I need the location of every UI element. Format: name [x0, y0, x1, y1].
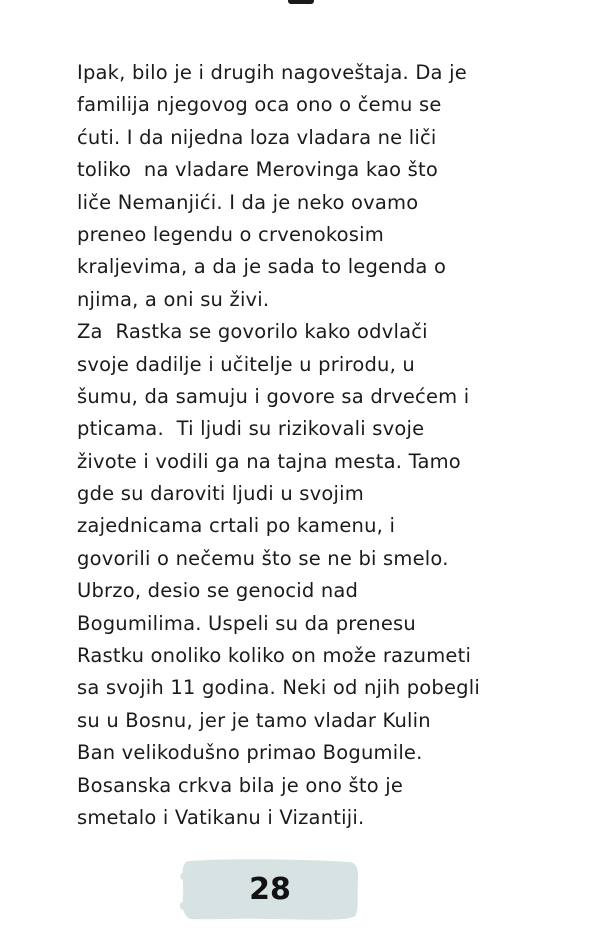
- text-line: smetalo i Vatikanu i Vizantiji.: [77, 805, 365, 829]
- page-number-badge: [180, 857, 360, 923]
- text-line: kraljevima, a da je sada to legenda o: [77, 255, 447, 279]
- text-line: pticama. Ti ljudi su rizikovali svoje: [77, 417, 425, 441]
- text-line: preneo legendu o crvenokosim: [77, 222, 384, 246]
- body-text: [77, 57, 517, 834]
- text-line: ćuti. I da nijedna loza vladara ne liči: [77, 125, 437, 149]
- text-line: liče Nemanjići. I da je neko ovamo: [77, 190, 419, 214]
- text-line: Ipak, bilo je i drugih nagoveštaja. Da je: [77, 61, 467, 84]
- text-line: svoje dadilje i učitelje u prirodu, u: [77, 352, 415, 376]
- text-line: Ban velikodušno primao Bogumile.: [77, 741, 423, 765]
- text-line: zajednicama crtali po kamenu, i: [77, 514, 396, 538]
- previous-page-number-fragment: [288, 0, 314, 4]
- text-line: govorili o nečemu što se ne bi smelo.: [77, 546, 449, 570]
- text-line: šumu, da samuju i govore sa drvećem i: [77, 384, 470, 408]
- text-line: Bogumilima. Uspeli su da prenesu: [77, 611, 416, 635]
- text-line: njima, a oni su živi.: [77, 287, 270, 311]
- page-number: 28: [249, 872, 291, 907]
- text-line: Za Rastka se govorilo kako odvlači: [77, 320, 428, 344]
- text-line: familija njegovog oca ono o čemu se: [77, 93, 442, 117]
- text-line: Ubrzo, desio se genocid nad: [77, 579, 359, 603]
- text-line: Bosanska crkva bila je ono što je: [77, 773, 404, 797]
- text-line: Rastku onoliko koliko on može razumeti: [77, 644, 472, 668]
- text-line: sa svojih 11 godina. Neki od njih pobegli: [77, 676, 480, 700]
- text-line: toliko na vladare Merovinga kao što: [77, 158, 439, 182]
- text-line: živote i vodili ga na tajna mesta. Tamo: [77, 449, 461, 473]
- text-line: su u Bosnu, jer je tamo vladar Kulin: [77, 708, 431, 732]
- text-line: gde su daroviti ljudi u svojim: [77, 482, 364, 506]
